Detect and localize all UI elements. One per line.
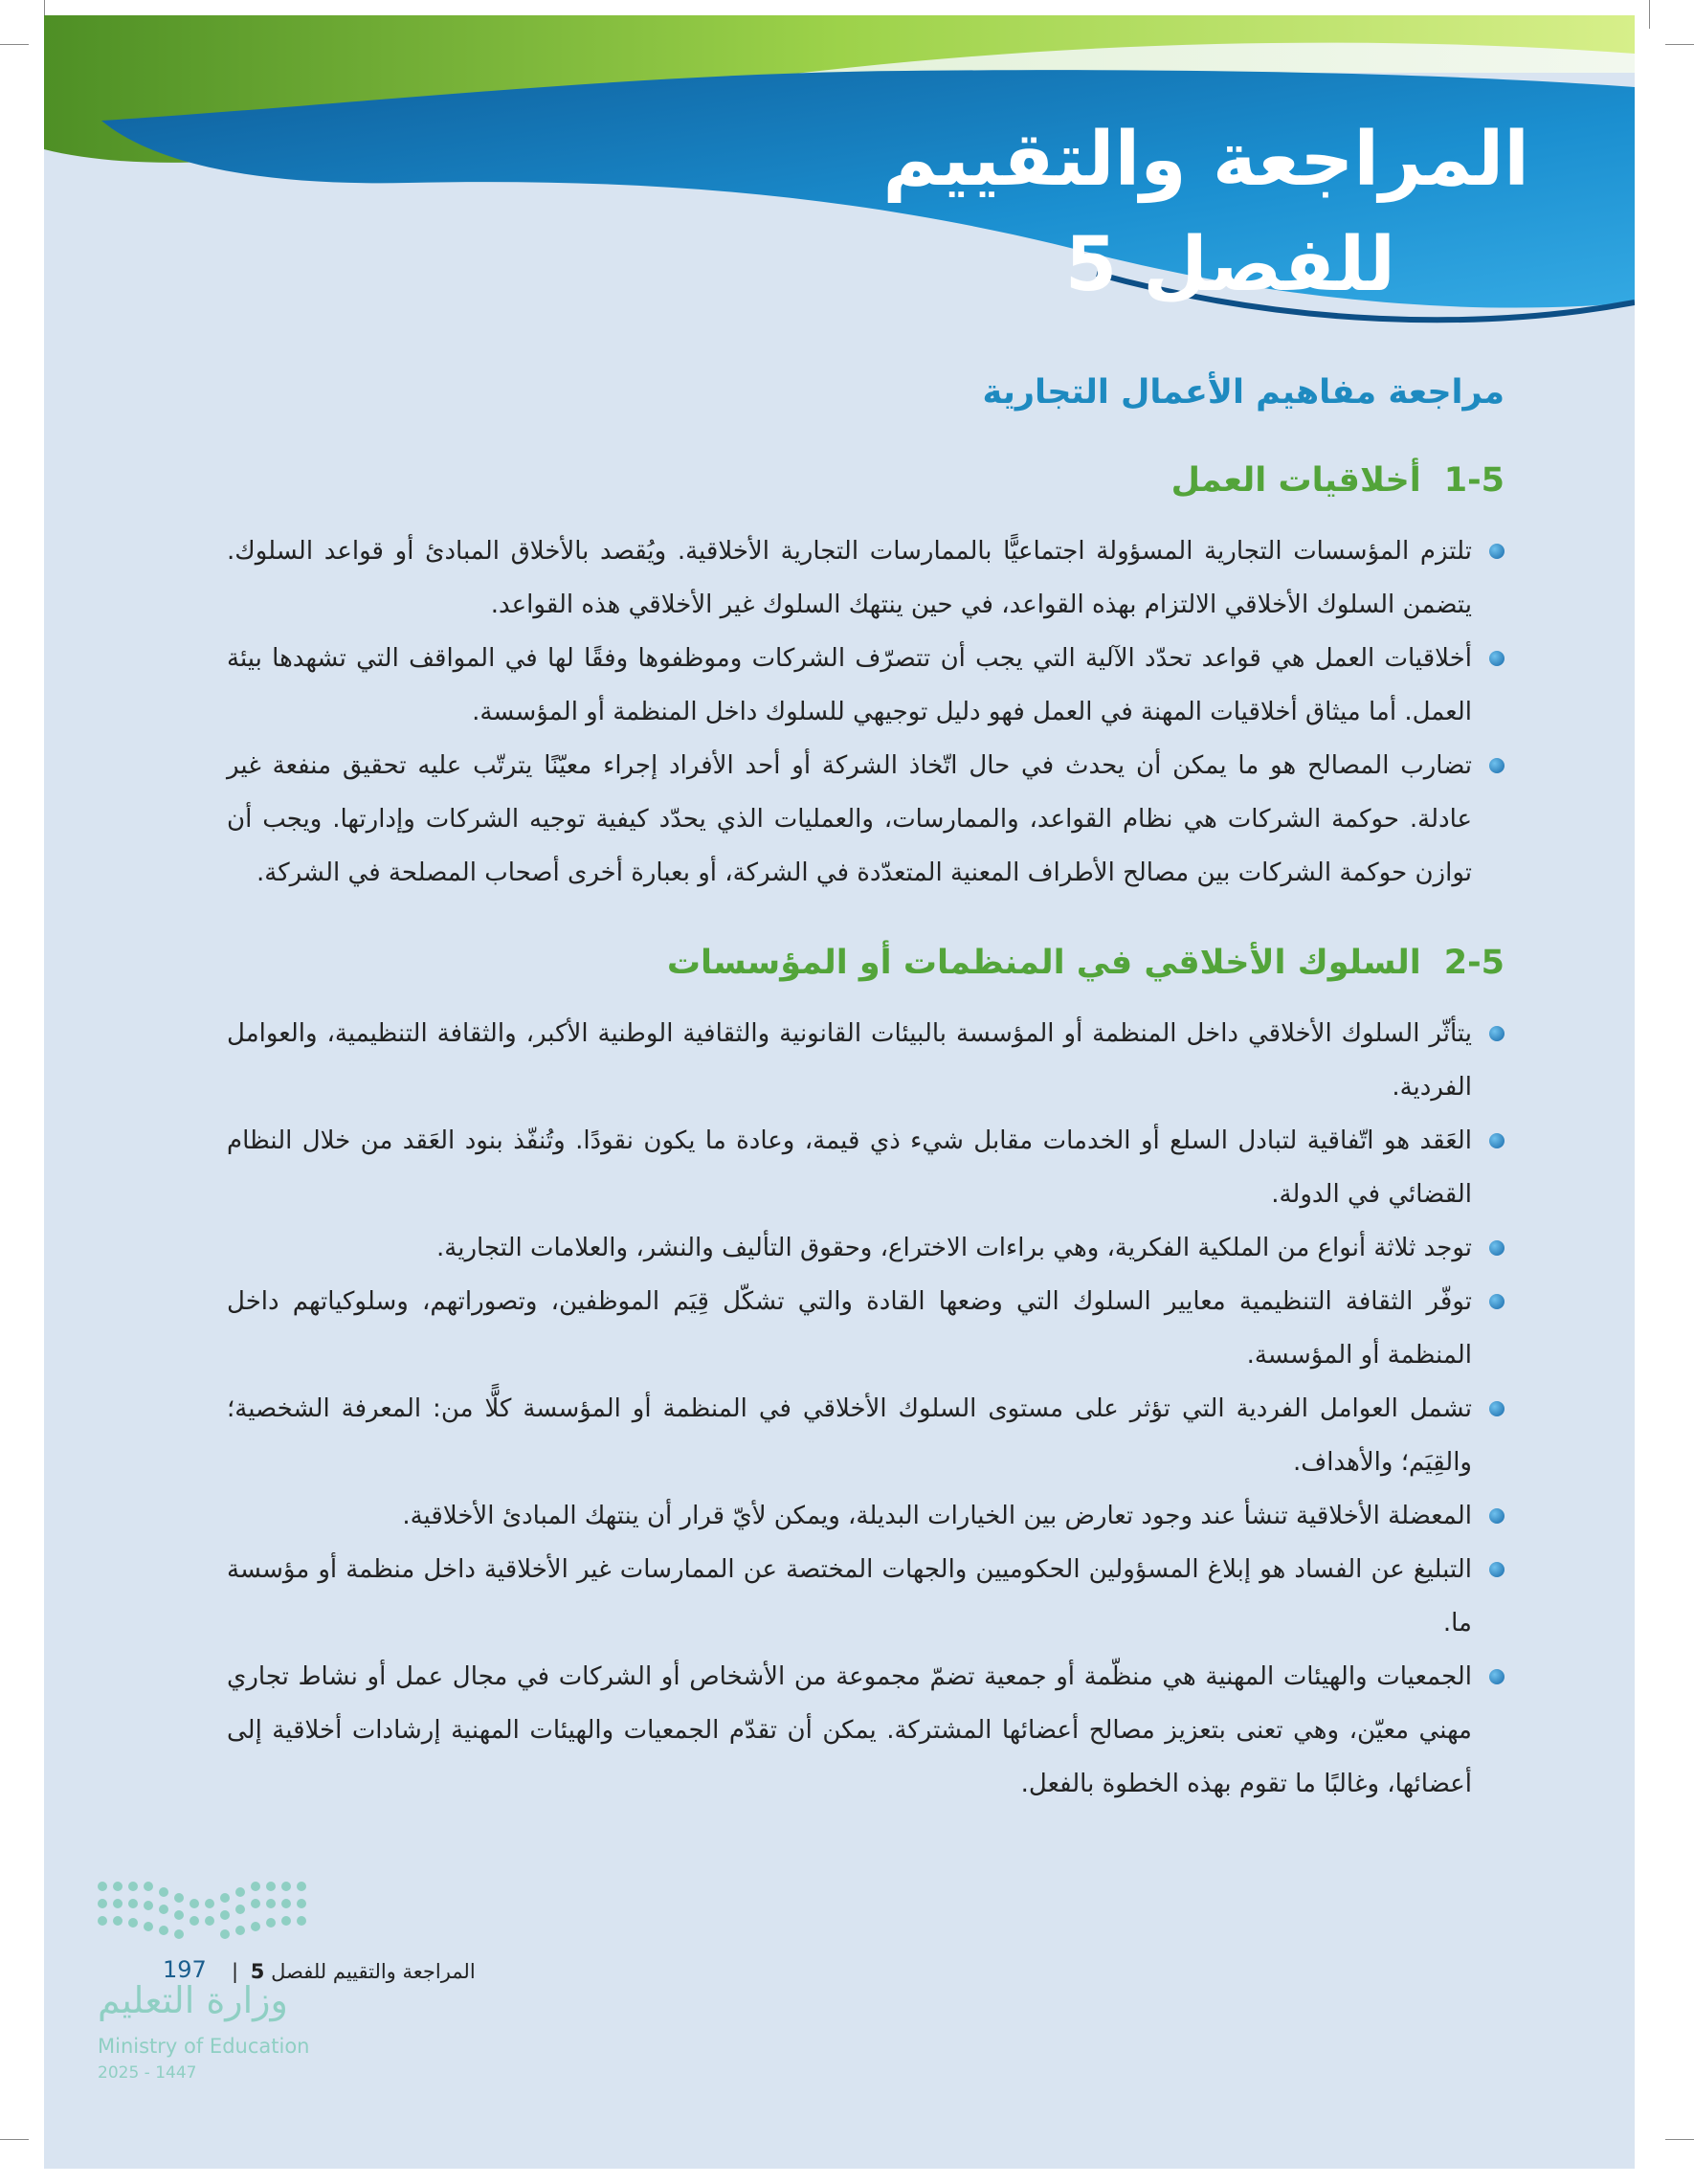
list-item bbox=[227, 1221, 1505, 1275]
bullet-list-1 bbox=[227, 524, 1505, 900]
section-heading-2 bbox=[227, 944, 1505, 982]
list-item bbox=[227, 632, 1505, 739]
crop-mark bbox=[0, 44, 29, 45]
section-number: 1-5 bbox=[1443, 461, 1505, 500]
bullet-icon bbox=[1489, 544, 1505, 559]
chapter-number: 5 bbox=[250, 1960, 265, 1983]
list-item bbox=[227, 1007, 1505, 1114]
page-number: 197 bbox=[163, 1956, 207, 1983]
main-content bbox=[227, 360, 1505, 1811]
page-title bbox=[668, 107, 1529, 318]
section-title: السلوك الأخلاقي في المنظمات أو المؤسسات bbox=[666, 944, 1421, 982]
bullet-text: يتأثّر السلوك الأخلاقي داخل المنظمة أو المؤسسة بالبيئات القانونية والثقافية الوطنية الأكبر، والثقافة التنظيمية، والعوامل الفردية. bbox=[227, 1019, 1472, 1102]
crop-mark bbox=[0, 2139, 29, 2140]
bullet-text: تلتزم المؤسسات التجارية المسؤولة اجتماعيًّا بالممارسات التجارية الأخلاقية. ويُقصد بالأخلاق المبادئ أو قواعد السلوك. يتضمن السلوك الأخلاقي الالتزام بهذه القواعد، في حين ينتهك السلوك غير الأخلاقي هذه القواعد. bbox=[227, 537, 1472, 619]
crop-mark bbox=[1665, 2139, 1694, 2140]
list-item bbox=[227, 1650, 1505, 1811]
list-item bbox=[227, 524, 1505, 632]
list-item bbox=[227, 739, 1505, 900]
bullet-text: الجمعيات والهيئات المهنية هي منظّمة أو جمعية تضمّ مجموعة من الأشخاص أو الشركات في مجال عمل أو نشاط تجاري مهني معيّن، وهي تعنى بتعزيز مصالح أعضائها المشتركة. يمكن أن تقدّم الجمعيات والهيئات المهنية إرشادات أخلاقية إلى أعضائها، وغالبًا ما تقوم بهذه الخطوة بالفعل. bbox=[227, 1662, 1472, 1798]
bullet-text: التبليغ عن الفساد هو إبلاغ المسؤولين الحكوميين والجهات المختصة عن الممارسات غير الأخلاقية داخل منظمة أو مؤسسة ما. bbox=[227, 1555, 1472, 1638]
section-heading-1 bbox=[227, 461, 1505, 500]
bullet-icon bbox=[1489, 1026, 1505, 1041]
review-heading: مراجعة مفاهيم الأعمال التجارية bbox=[982, 373, 1505, 412]
edition-year: 2025 - 1447 bbox=[98, 2063, 197, 2083]
bullet-icon bbox=[1489, 1240, 1505, 1256]
bullet-text: المعضلة الأخلاقية تنشأ عند وجود تعارض بين الخيارات البديلة، ويمكن لأيّ قرار أن ينتهك المبادئ الأخلاقية. bbox=[402, 1502, 1472, 1530]
ministry-name-en: Ministry of Education bbox=[98, 2035, 310, 2058]
list-item bbox=[227, 1489, 1505, 1543]
bullet-text: توفّر الثقافة التنظيمية معايير السلوك التي وضعها القادة والتي تشكّل قِيَم الموظفين، وتصوراتهم، وسلوكياتهم داخل المنظمة أو المؤسسة. bbox=[227, 1287, 1472, 1370]
bullet-text: توجد ثلاثة أنواع من الملكية الفكرية، وهي براءات الاختراع، وحقوق التأليف والنشر، والعلامات التجارية. bbox=[436, 1234, 1472, 1262]
page-footer bbox=[44, 1872, 618, 2111]
crop-mark bbox=[1665, 44, 1694, 45]
bullet-text: العَقد هو اتّفاقية لتبادل السلع أو الخدمات مقابل شيء ذي قيمة، وعادة ما يكون نقودًا. وتُنفّذ بنود العَقد من خلال النظام القضائي في الدولة. bbox=[227, 1126, 1472, 1209]
list-item bbox=[227, 1382, 1505, 1489]
bullet-icon bbox=[1489, 1562, 1505, 1577]
bullet-text: تضارب المصالح هو ما يمكن أن يحدث في حال اتّخاذ الشركة أو أحد الأفراد إجراء معيّنًا يترتّب عليه تحقيق منفعة غير عادلة. حوكمة الشركات هي نظام القواعد، والممارسات، والعمليات الذي يحدّد كيفية توجيه الشركات وإدارتها. ويجب أن توازن حوكمة الشركات بين مصالح الأطراف المعنية المتعدّدة في الشركة، أو بعبارة أخرى أصحاب المصلحة في الشركة. bbox=[227, 751, 1472, 887]
title-line-1: المراجعة والتقييم bbox=[882, 117, 1529, 203]
bullet-icon bbox=[1489, 1401, 1505, 1416]
list-item bbox=[227, 1114, 1505, 1221]
chapter-divider: | bbox=[232, 1960, 239, 1983]
bullet-icon bbox=[1489, 1508, 1505, 1524]
bullet-list-2 bbox=[227, 1007, 1505, 1811]
section-number: 2-5 bbox=[1443, 944, 1505, 982]
title-line-2: للفصل 5 bbox=[1064, 222, 1395, 308]
bullet-text: تشمل العوامل الفردية التي تؤثر على مستوى السلوك الأخلاقي في المنظمة أو المؤسسة كلًّا من: المعرفة الشخصية؛ والقِيَم؛ والأهداف. bbox=[227, 1394, 1472, 1477]
list-item bbox=[227, 1275, 1505, 1382]
ministry-name-ar: وزارة التعليم bbox=[98, 1979, 288, 2021]
bullet-icon bbox=[1489, 651, 1505, 666]
list-item bbox=[227, 1543, 1505, 1650]
page bbox=[44, 15, 1635, 2169]
bullet-text: أخلاقيات العمل هي قواعد تحدّد الآلية التي يجب أن تتصرّف الشركات وموظفوها وفقًا لها في المواقف التي تشهدها بيئة العمل. أما ميثاق أخلاقيات المهنة في العمل فهو دليل توجيهي للسلوك داخل المنظمة أو المؤسسة. bbox=[227, 644, 1472, 726]
bullet-icon bbox=[1489, 1294, 1505, 1309]
section-title: أخلاقيات العمل bbox=[1170, 461, 1421, 500]
bullet-icon bbox=[1489, 1669, 1505, 1684]
chapter-ref-text: المراجعة والتقييم للفصل bbox=[271, 1960, 476, 1983]
bullet-icon bbox=[1489, 1133, 1505, 1148]
bullet-icon bbox=[1489, 758, 1505, 773]
crop-mark bbox=[1649, 0, 1650, 29]
